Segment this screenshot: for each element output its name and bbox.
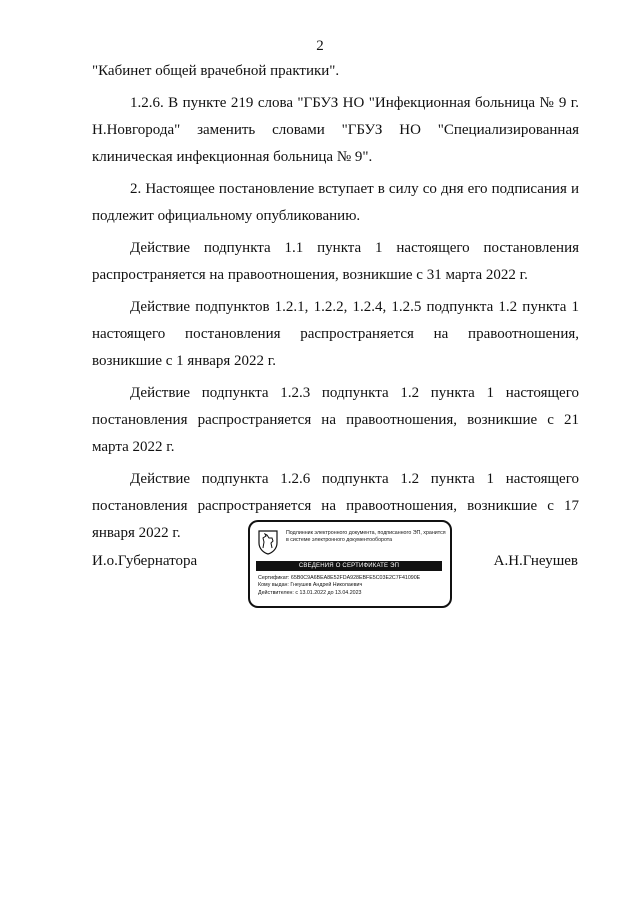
paragraph-continuation: "Кабинет общей врачебной практики". xyxy=(92,63,340,79)
paragraph-effect-1-2-3: Действие подпункта 1.2.3 подпункта 1.2 пункта 1 настоящего постановления распространяется на правоотношения, возникшие с 21 марта 2022 г. xyxy=(92,385,579,455)
stamp-details xyxy=(258,575,446,597)
paragraph-effect-1-2-1: Действие подпунктов 1.2.1, 1.2.2, 1.2.4, 1.2.5 подпункта 1.2 пункта 1 настоящего постановления распространяется на правоотношения, возникшие с 1 января 2022 г. xyxy=(92,299,579,369)
stamp-title: СВЕДЕНИЯ О СЕРТИФИКАТЕ ЭП xyxy=(256,561,442,571)
paragraph-2: 2. Настоящее постановление вступает в силу со дня его подписания и подлежит официальному опубликованию. xyxy=(92,181,579,224)
paragraph-effect-1-1: Действие подпункта 1.1 пункта 1 настоящего постановления распространяется на правоотношения, возникшие с 31 марта 2022 г. xyxy=(92,240,579,283)
stamp-header: Подлинник электронного документа, подписанного ЭП, хранится в системе электронного документооборота xyxy=(286,530,446,543)
signatory-position: И.о.Губернатора xyxy=(92,553,198,569)
page-number: 2 xyxy=(316,38,324,54)
paragraph-effect-1-2-6: Действие подпункта 1.2.6 подпункта 1.2 пункта 1 настоящего постановления распространяется на правоотношения, возникшие с 17 января 2022 г. xyxy=(92,471,579,541)
electronic-signature-stamp xyxy=(248,520,452,608)
stamp-certificate: Сертификат: 65B0C9A6BEA8E52FDA928EBFE5C03E2C7F41090E xyxy=(258,575,421,581)
paragraph-1-2-6: 1.2.6. В пункте 219 слова "ГБУЗ НО "Инфекционная больница № 9 г. Н.Новгорода" заменить словами "ГБУЗ НО "Специализированная клиническая инфекционная больница № 9". xyxy=(92,95,579,165)
coat-of-arms-icon xyxy=(257,529,279,555)
stamp-validity: Действителен: с 13.01.2022 до 13.04.2023 xyxy=(258,589,362,596)
document-body xyxy=(92,58,579,547)
stamp-issued-to: Кому выдан: Гнеушев Андрей Николаевич xyxy=(258,582,363,589)
signatory-name: А.Н.Гнеушев xyxy=(493,553,578,569)
